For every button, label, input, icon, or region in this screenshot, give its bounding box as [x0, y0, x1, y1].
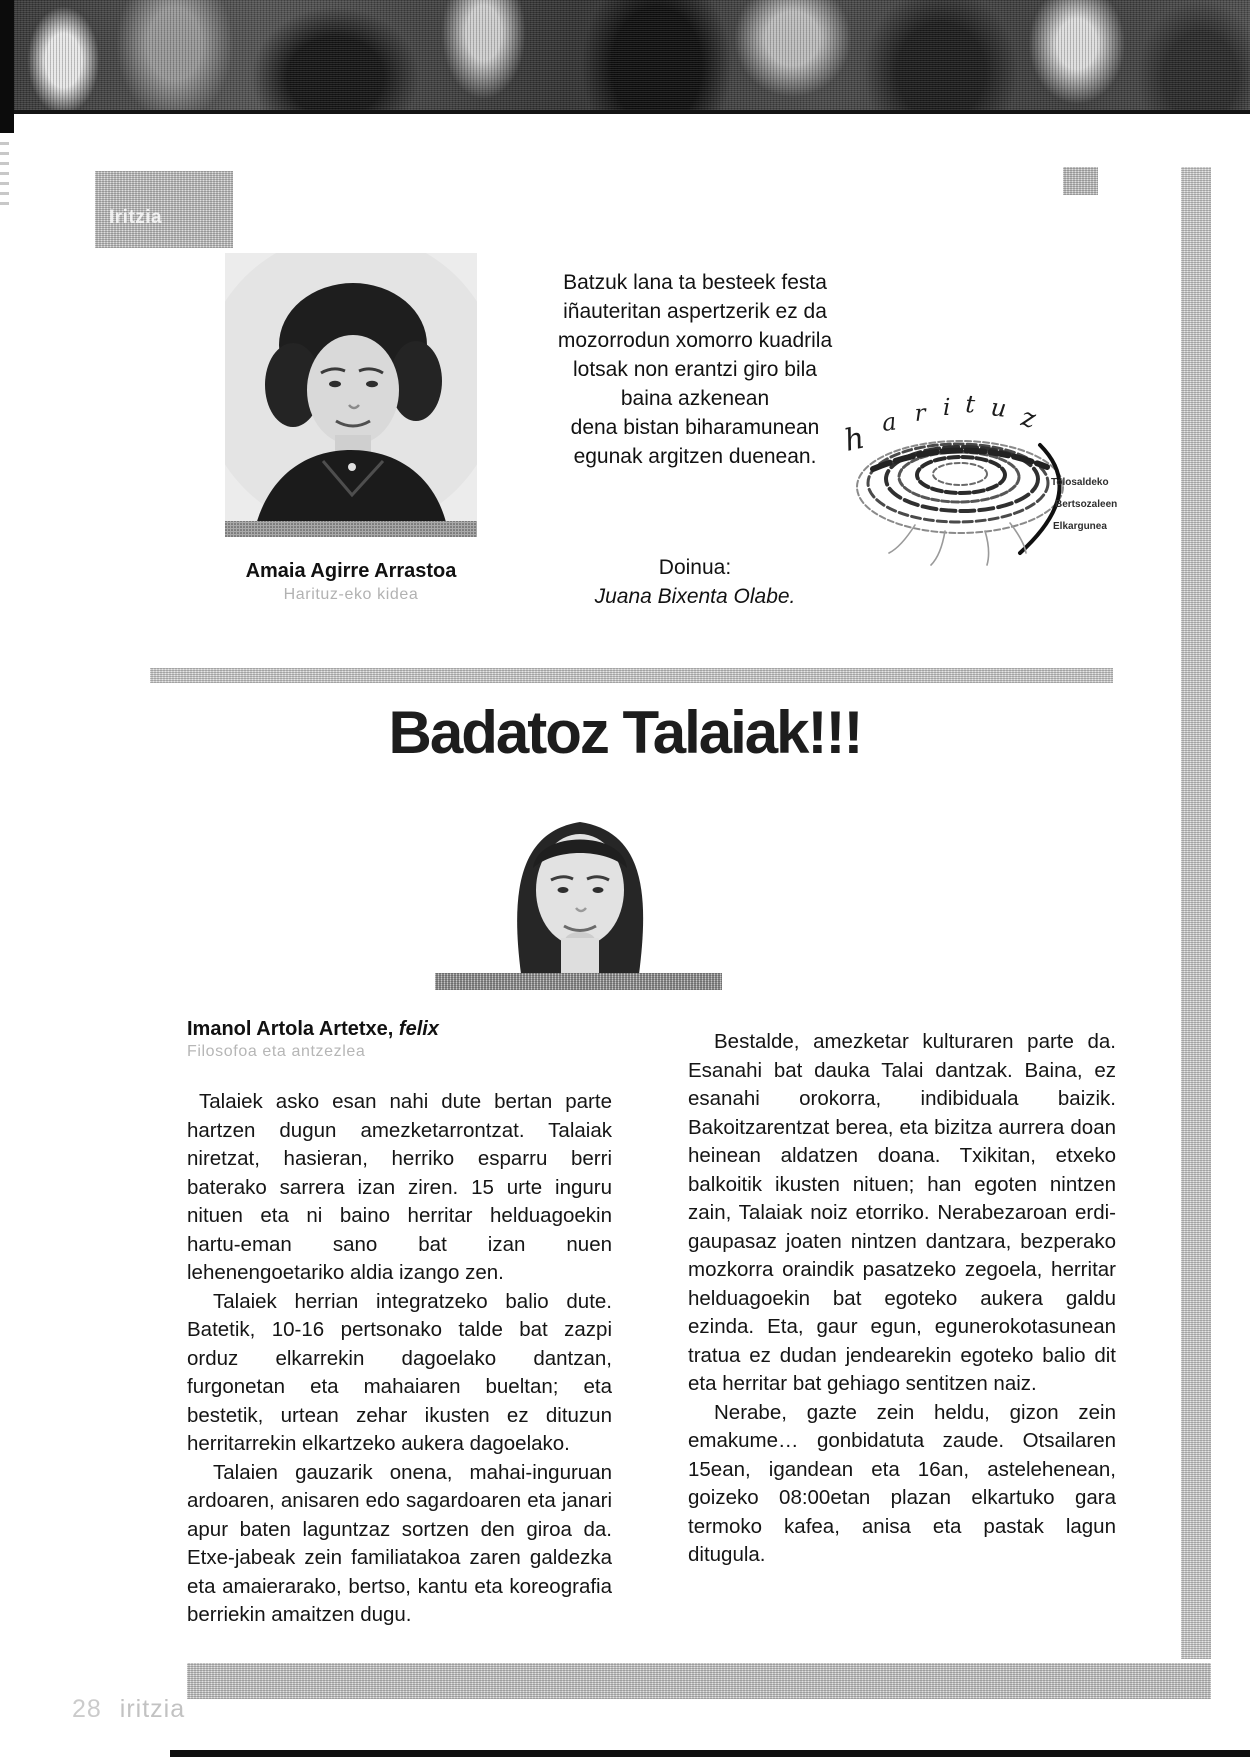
paragraph: Nerabe, gazte zein heldu, gizon zein emakume… gonbidatuta zaude. Otsailaren 15ean, igandean eta 16an, astelehenean, goizeko 08:00etan plazan elkartuko gara termoko kafea, anisa eta pastak lagun ditugula.: [688, 1400, 1116, 1566]
paragraph: Talaiek asko esan nahi dute bertan parte hartzen dugun amezketarrontzat. Talaiak niretzat, hasieran, herriko esparru berri baterako sarrera izan ziren. 15 urte inguru nituen eta ni baino herritar helduagoekin hartu-eman sano bat izan nuen lehenengoetariko aldia izango zen.: [187, 1090, 612, 1284]
logo-org-line: Elkargunea: [1053, 521, 1107, 532]
article-right-column: [688, 1028, 1116, 1570]
poem-line: iñauteritan aspertzerik ez da: [563, 300, 827, 323]
side-halftone-strip: [1181, 167, 1211, 1659]
author-name: Amaia Agirre Arrastoa: [245, 560, 457, 582]
poem-line: lotsak non erantzi giro bila: [573, 358, 817, 381]
logo-letter: t: [964, 390, 976, 419]
separator-bar-bottom: [187, 1663, 1211, 1699]
byline-role: Filosofoa eta antzezlea: [187, 1043, 366, 1060]
paragraph: Bestalde, amezketar kulturaren parte da. Esanahi bat dauka Talai dantzak. Baina, ez esanahi orokorra, indibiduala baizik. Bakoitzarentzat berea, eta bizitza aurrera doan heinean aldatzen doana. Txikitan, etxeko balkoitik ikusten nituen; han egoten nintzen zain, Talaiak noiz etorriko. Nerabezaroan erdi-gaupasaz joaten nintzen dantzara, bezperako mozkorra oraindik pasatzeko zegoela, herritar helduagoekin bat egoteko aukera galdu ezinda. Eta, gaur egun, egunerokotasunean tratua ez dudan jendearekin egoteko balio dit eta herritar bat gehiago sentitzen naiz.: [688, 1030, 1116, 1395]
byline-name: [187, 1018, 627, 1041]
footer-section-label: iritzia: [119, 1695, 186, 1723]
author-caption: [210, 560, 492, 604]
portrait-imanol-illustration: [455, 788, 705, 974]
logo-org-line: Tolosaldeko: [1051, 477, 1109, 488]
logo-letter: i: [943, 395, 951, 421]
section-label: Iritzia: [109, 207, 163, 228]
tune-label: Doinua:: [658, 556, 732, 579]
portrait-amaia-illustration: [225, 253, 477, 537]
paragraph: Talaien gauzarik onena, mahai-inguruan ardoaren, anisaren edo sagardoaren eta janari apur baten laguntzaz sortzen den giroa da. Etxe-jabeak zein familiatakoa zaren galdezka eta amaierarako, bertso, kantu eta koreografia berriekin amaitzen dugu.: [187, 1460, 612, 1626]
portrait-amaia-photo: [225, 253, 477, 537]
byline-alias: felix: [398, 1018, 439, 1040]
nest-illustration: [835, 385, 1135, 570]
portrait-imanol-photo: [455, 788, 705, 974]
tune-name: Juana Bixenta Olabe.: [594, 585, 796, 608]
logo-letter: u: [989, 393, 1009, 423]
logo-org-line: Bertsozaleen: [1055, 499, 1118, 510]
headline: Badatoz Talaiak!!!: [388, 699, 862, 766]
poem-line: dena bistan biharamunean: [570, 416, 820, 439]
byline: [187, 1018, 627, 1061]
page-footer: [72, 1695, 185, 1724]
logo-letter: a: [880, 407, 898, 437]
left-edge-marks: [0, 135, 9, 205]
halftone-square: [1063, 167, 1098, 195]
logo-letter: r: [913, 400, 927, 427]
footer-page-number: 28: [72, 1695, 102, 1723]
logo-letter: h: [841, 420, 868, 459]
left-edge-bar: [0, 0, 14, 133]
poem-line: baina azkenean: [620, 387, 770, 410]
logo-letter: z: [1018, 402, 1039, 435]
section-label-box: [95, 171, 233, 248]
paragraph: Talaiek herrian integratzeko balio dute. Batetik, 10-16 pertsonako talde bat zazpi orduz elkarrekin dagoelako dantzan, furgonetan eta mahaiaren bueltan; eta bestetik, urtean zehar ikusten ez dituzun herritarrekin elkartzeko aukera dagoelako.: [187, 1289, 612, 1455]
poem-line: mozorrodun xomorro kuadrila: [557, 329, 833, 352]
author-role: Harituz-eko kidea: [283, 586, 419, 603]
poem-line: egunak argitzen duenean.: [573, 445, 817, 468]
photo-base-bar: [435, 973, 722, 990]
header-photo-strip: [14, 0, 1250, 114]
photo-noise-overlay: [14, 0, 1250, 110]
byline-author: Imanol Artola Artetxe,: [187, 1018, 394, 1040]
article-left-column: [187, 1088, 612, 1630]
harituz-logo: [835, 385, 1135, 570]
bottom-edge-line: [170, 1750, 1250, 1757]
poem-line: Batzuk lana ta besteek festa: [563, 271, 827, 294]
separator-bar-top: [150, 668, 1113, 683]
